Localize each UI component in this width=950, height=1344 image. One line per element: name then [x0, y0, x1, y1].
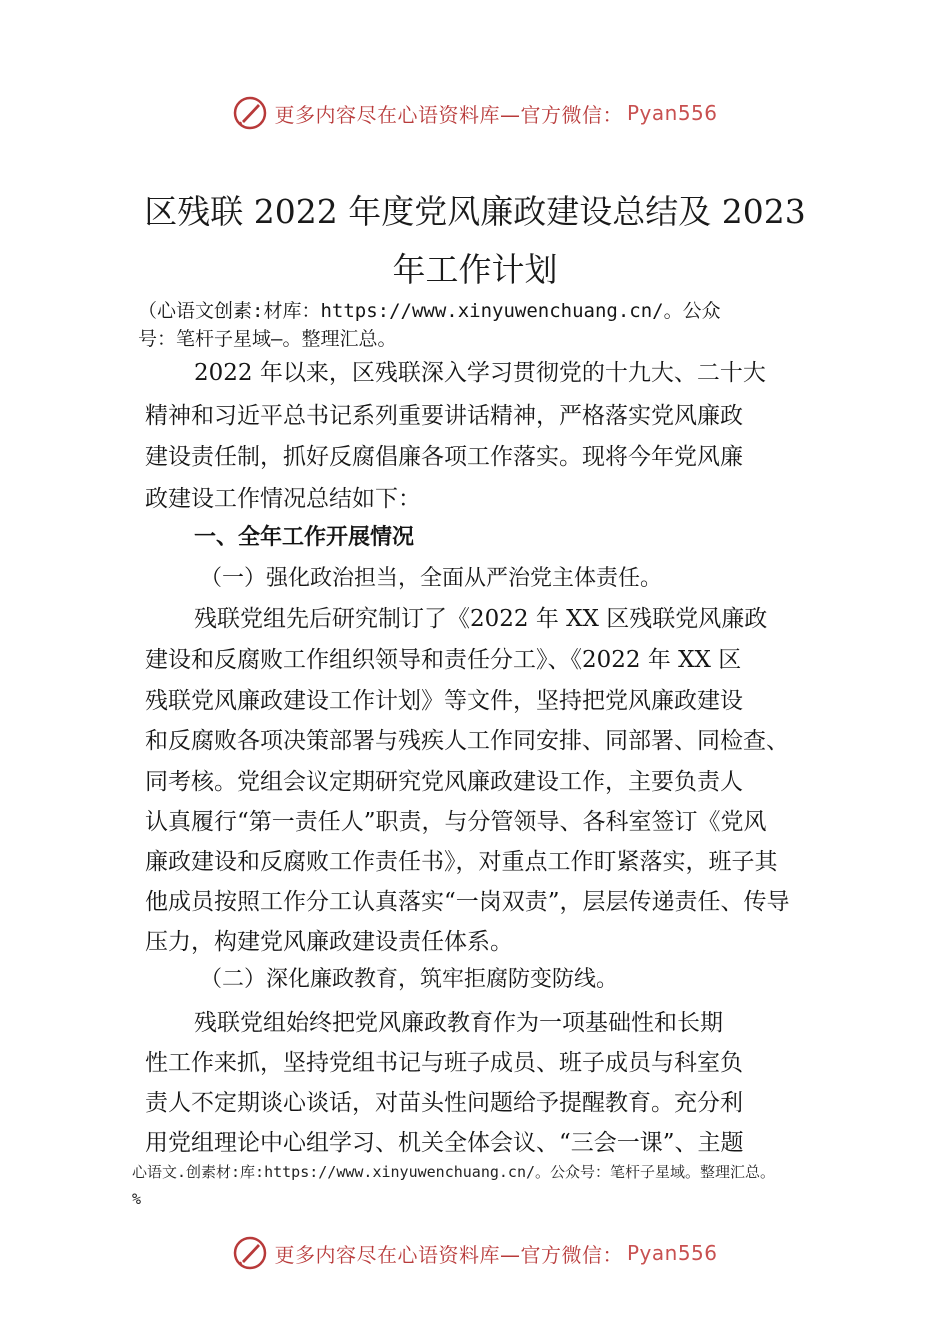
- header-banner: [0, 88, 950, 138]
- source-note-line-1: （心语文创素:材库：https://www.xinyuwenchuang.cn/。公众: [138, 300, 721, 322]
- subsection-heading-1: （一）强化政治担当，全面从严治党主体责任。: [200, 566, 663, 591]
- paragraph-1-line: 他成员按照工作分工认真落实“一岗双责”，层层传递责任、传导: [145, 889, 790, 915]
- paragraph-1-line: 廉政建设和反腐败工作责任书》，对重点工作盯紧落实，班子其: [145, 849, 778, 875]
- brush-logo-icon: [232, 95, 268, 131]
- banner-wechat-id: Pyan556: [626, 1241, 718, 1265]
- banner-wechat-id: Pyan556: [626, 101, 718, 125]
- section-heading-1: 一、全年工作开展情况: [194, 525, 415, 550]
- subsection-heading-2: （二）深化廉政教育，筑牢拒腐防变防线。: [200, 967, 619, 992]
- paragraph-2-line: 残联党组始终把党风廉政教育作为一项基础性和长期: [194, 1010, 723, 1036]
- document-title-line-1: 区残联 2022 年度党风廉政建设总结及 2023: [144, 192, 806, 231]
- intro-line: 2022 年以来，区残联深入学习贯彻党的十九大、二十大: [194, 360, 766, 386]
- footer-source-note: 心语文.创素材:库:https://www.xinyuwenchuang.cn/。公众号：笔杆子星域。整理汇总。: [132, 1163, 776, 1181]
- banner-text: 更多内容尽在心语资料库—官方微信：: [274, 102, 623, 127]
- banner-text: 更多内容尽在心语资料库—官方微信：: [274, 1242, 623, 1267]
- paragraph-1-line: 认真履行“第一责任人”职责，与分管领导、各科室签订《党风: [145, 809, 767, 835]
- document-title-line-2: 年工作计划: [392, 250, 558, 289]
- source-note-line-2: 号：笔杆子星域—。整理汇总。: [138, 328, 397, 350]
- paragraph-2-line: 性工作来抓，坚持党组书记与班子成员、班子成员与科室负: [145, 1050, 743, 1076]
- paragraph-1-line: 和反腐败各项决策部署与残疾人工作同安排、同部署、同检查、: [145, 728, 789, 754]
- paragraph-1-line: 建设和反腐败工作组织领导和责任分工》、《2022 年 XX 区: [145, 647, 742, 673]
- paragraph-1-line: 残联党风廉政建设工作计划》等文件，坚持把党风廉政建设: [145, 688, 743, 714]
- footer-banner: [0, 1228, 950, 1278]
- paragraph-1-line: 压力，构建党风廉政建设责任体系。: [145, 929, 513, 955]
- paragraph-2-line: 责人不定期谈心谈话，对苗头性问题给予提醒教育。充分利: [145, 1090, 743, 1116]
- paragraph-1-line: 残联党组先后研究制订了《2022 年 XX 区残联党风廉政: [194, 606, 768, 632]
- paragraph-1-line: 同考核。党组会议定期研究党风廉政建设工作，主要负责人: [145, 769, 743, 795]
- footer-mark: %: [132, 1190, 142, 1208]
- intro-line: 政建设工作情况总结如下：: [145, 486, 421, 512]
- brush-logo-icon: [232, 1235, 268, 1271]
- paragraph-2-line: 用党组理论中心组学习、机关全体会议、“三会一课”、主题: [145, 1130, 744, 1156]
- intro-line: 建设责任制，抓好反腐倡廉各项工作落实。现将今年党风廉: [145, 444, 743, 470]
- intro-line: 精神和习近平总书记系列重要讲话精神，严格落实党风廉政: [145, 403, 743, 429]
